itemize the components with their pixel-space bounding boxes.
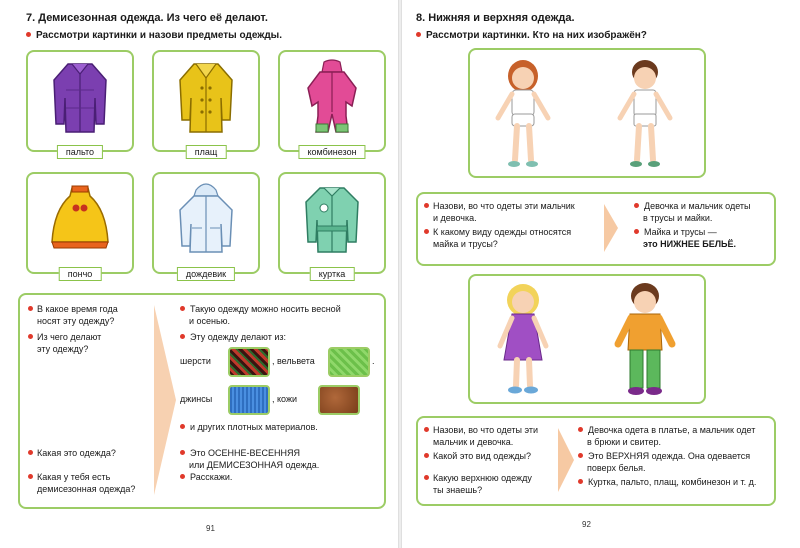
page-number: 91 <box>206 524 215 533</box>
card-label: дождевик <box>177 267 235 281</box>
bullet-icon <box>424 453 429 458</box>
bullet-icon <box>28 474 33 479</box>
bullet-icon <box>28 334 33 339</box>
velvet-swatch <box>328 347 370 377</box>
answer-tell: Расскажи. <box>180 471 232 483</box>
answer-season: Такую одежду можно носить весной и осенью. <box>180 303 341 327</box>
bullet-icon <box>416 32 421 37</box>
card-rain-jacket <box>152 172 260 279</box>
bullet-icon <box>180 474 185 479</box>
question-what-wear: Назови, во что одеты эти мальчик и девочка. <box>424 200 575 224</box>
question-yours: Какая у тебя есть демисезонная одежда? <box>28 471 135 495</box>
page-right <box>402 0 800 548</box>
answer-other-materials: и других плотных материалов. <box>180 421 318 433</box>
question-what-wear-2: Назови, во что одеты эти мальчик и девочка. <box>424 424 538 448</box>
bullet-icon <box>634 203 639 208</box>
question-outerwear-known: Какую верхнюю одежду ты знаешь? <box>424 472 532 496</box>
card-label: комбинезон <box>298 145 365 159</box>
bullet-icon <box>424 427 429 432</box>
card-label: пончо <box>59 267 102 281</box>
bullet-icon <box>28 306 33 311</box>
boy-sweater-icon <box>610 280 680 398</box>
question-clothing-kind: Какой это вид одежды? <box>424 450 531 462</box>
bullet-icon <box>578 453 583 458</box>
bullet-icon <box>180 450 185 455</box>
bullet-icon <box>28 450 33 455</box>
arrow-right-icon <box>152 305 178 495</box>
girl-underwear-icon <box>488 56 558 170</box>
boy-underwear-icon <box>610 56 680 170</box>
page-left <box>0 0 398 548</box>
question-type: Какая это одежда? <box>28 447 116 459</box>
card-label: плащ <box>186 145 227 159</box>
material-velvet-label: , вельвета <box>272 356 315 366</box>
answer-material: Эту одежду делают из: <box>180 331 286 343</box>
bullet-icon <box>424 229 429 234</box>
question-season: В какое время года носят эту одежду? <box>28 303 118 327</box>
leather-swatch <box>318 385 360 415</box>
bullet-icon <box>180 306 185 311</box>
answer-outerwear-known: Куртка, пальто, плащ, комбинезон и т. д. <box>578 476 756 488</box>
question-kind: К какому виду одежды относятся майка и трусы? <box>424 226 571 250</box>
card-jacket <box>278 172 386 279</box>
task-line: Рассмотри картинки и назови предметы одежды. <box>26 30 282 41</box>
card-coat <box>26 50 134 157</box>
card-raincoat <box>152 50 260 157</box>
arrow-right-icon <box>604 204 618 252</box>
illustration-outerwear-frame <box>468 274 706 404</box>
material-jeans-label: джинсы <box>180 394 213 404</box>
card-overalls <box>278 50 386 157</box>
bullet-icon <box>424 203 429 208</box>
qa-box-underwear <box>416 192 776 266</box>
illustration-underwear-frame <box>468 48 706 178</box>
bullet-icon <box>578 479 583 484</box>
material-wool-label: шерсти <box>180 356 211 366</box>
bullet-icon <box>180 424 185 429</box>
poncho-icon <box>50 180 110 258</box>
arrow-right-icon <box>558 428 574 492</box>
jacket-icon <box>302 180 362 258</box>
bullet-icon <box>578 427 583 432</box>
girl-dress-icon <box>488 280 558 398</box>
answer-type: Это ОСЕННЕ-ВЕСЕННЯЯ или ДЕМИСЕЗОННАЯ одежда. <box>180 447 319 471</box>
raincoat-icon <box>176 58 236 136</box>
rain-jacket-icon <box>176 180 236 258</box>
bullet-icon <box>26 32 31 37</box>
answer-clothing-kind: Это ВЕРХНЯЯ одежда. Она одевается поверх белья. <box>578 450 750 474</box>
page-heading-8: 8. Нижняя и верхняя одежда. <box>416 12 575 24</box>
bullet-icon <box>180 334 185 339</box>
page-number: 92 <box>582 520 591 529</box>
qa-box-seasonal <box>18 293 386 509</box>
bullet-icon <box>634 229 639 234</box>
task-line: Рассмотри картинки. Кто на них изображён? <box>416 30 647 41</box>
answer-what-wear-2: Девочка одета в платье, а мальчик одет в брюки и свитер. <box>578 424 755 448</box>
bullet-icon <box>424 475 429 480</box>
question-material: Из чего делают эту одежду? <box>28 331 101 355</box>
card-label: куртка <box>310 267 355 281</box>
answer-kind: Майка и трусы — это НИЖНЕЕ БЕЛЬЁ. <box>634 226 736 250</box>
overalls-icon <box>302 58 362 136</box>
qa-box-outerwear <box>416 416 776 506</box>
period-label: . <box>372 356 375 366</box>
card-poncho <box>26 172 134 279</box>
card-label: пальто <box>57 145 103 159</box>
denim-swatch <box>228 385 270 415</box>
page-heading-7: 7. Демисезонная одежда. Из чего её делают. <box>26 12 268 24</box>
answer-what-wear: Девочка и мальчик одеты в трусы и майки. <box>634 200 751 224</box>
coat-icon <box>50 58 110 136</box>
material-leather-label: , кожи <box>272 394 297 404</box>
wool-swatch <box>228 347 270 377</box>
